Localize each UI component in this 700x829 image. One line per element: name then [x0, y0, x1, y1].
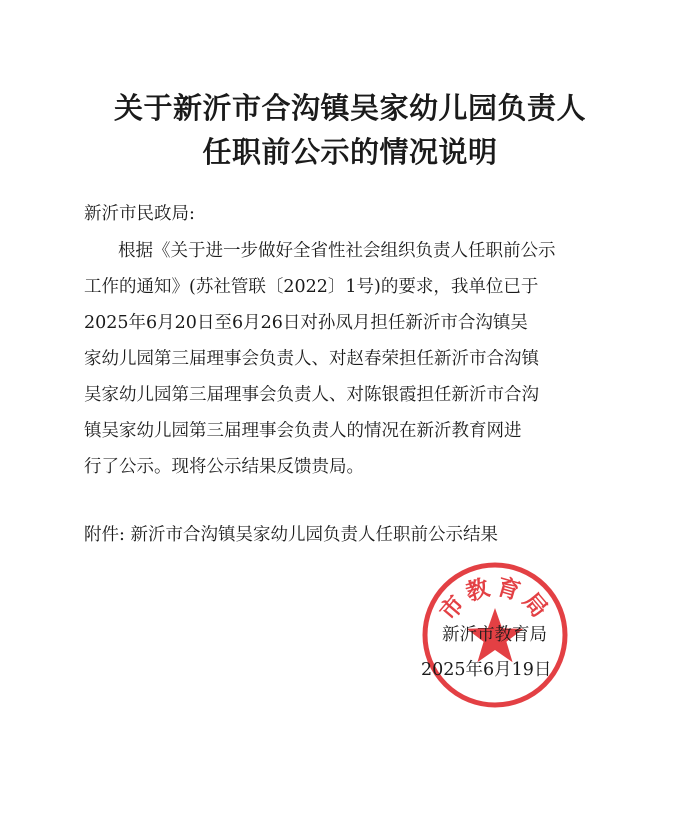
document-title-line-1: 关于新沂市合沟镇吴家幼儿园负责人 [113, 91, 586, 125]
body-line-5: 吴家幼儿园第三届理事会负责人、对陈银霞担任新沂市合沟 [84, 385, 539, 405]
attachment-line: 附件: 新沂市合沟镇吴家幼儿园负责人任职前公示结果 [84, 525, 498, 545]
addressee: 新沂市民政局: [84, 204, 195, 224]
body-line-4: 家幼儿园第三届理事会负责人、对赵春荣担任新沂市合沟镇 [84, 349, 539, 369]
document-title-line-2: 任职前公示的情况说明 [202, 135, 498, 169]
body-line-3: 2025年6月20日至6月26日对孙凤月担任新沂市合沟镇吴 [84, 313, 528, 333]
body-line-7: 行了公示。现将公示结果反馈贵局。 [84, 457, 364, 477]
body-line-2: 工作的通知》(苏社管联〔2022〕1号)的要求，我单位已于 [84, 277, 539, 297]
body-line-6: 镇吴家幼儿园第三届理事会负责人的情况在新沂教育网进 [84, 421, 522, 441]
seal-text-path: 市教育局 [434, 572, 556, 626]
body-line-1: 根据《关于进一步做好全省性社会组织负责人任职前公示 [118, 241, 556, 261]
signature-date: 2025年6月19日 [421, 660, 552, 680]
signature-organization: 新沂市教育局 [442, 625, 547, 645]
